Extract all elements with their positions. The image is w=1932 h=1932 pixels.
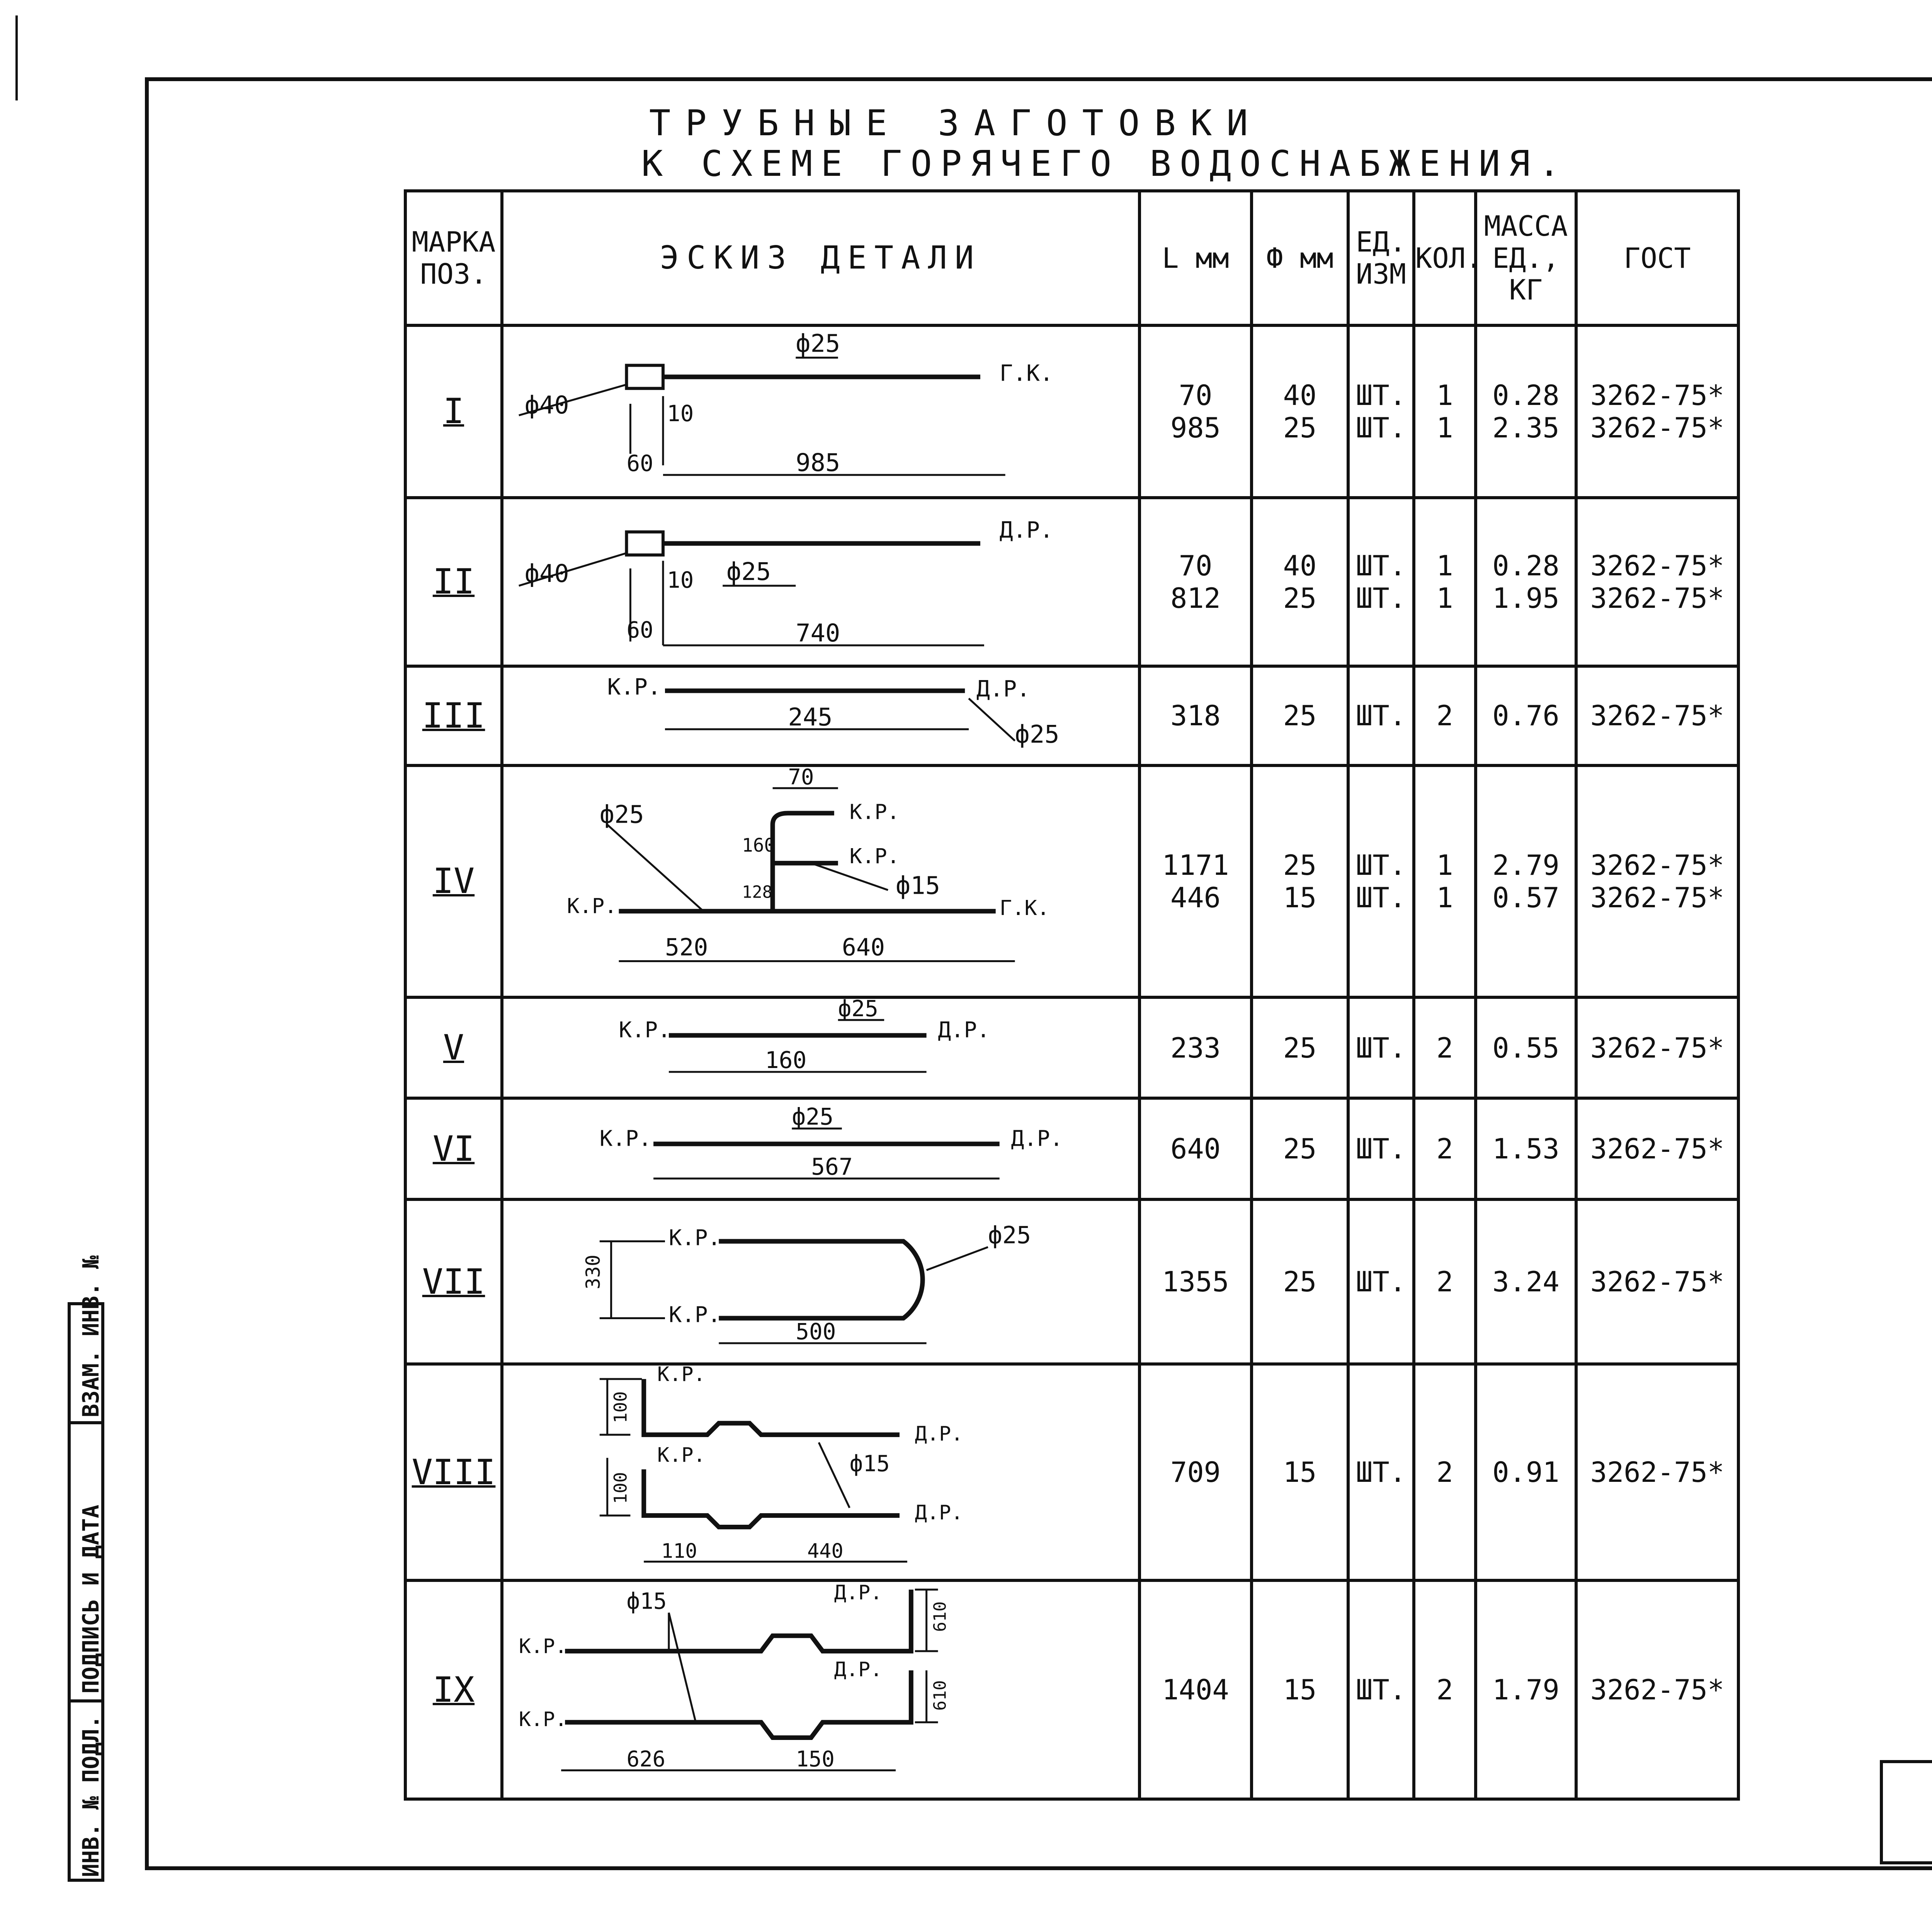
sketch_labels-s8-b: 100 [610,1472,631,1504]
side-stamp [68,1255,104,1882]
sketch_labels-kr: К.Р. [607,673,661,700]
position-mark: I [443,391,464,432]
sketch_labels-d25: ф25 [838,998,879,1022]
sketch_labels-dr: Д.Р. [834,1658,883,1682]
mass-1: 0.28 [1492,379,1560,412]
sketch_labels-dr: Д.Р. [999,517,1053,543]
sketch_labels-s8-a: 100 [610,1391,631,1423]
sketch_labels-s9-a: 610 [930,1601,950,1632]
header-gost: ГОСТ [1576,191,1738,325]
rows-3-qty-0: 1 [1436,849,1453,881]
rows-3-unit-0: ШТ. [1355,849,1406,881]
rows-7-mass-0: 0.91 [1492,1456,1560,1489]
sketch_labels-s9-d: 150 [796,1747,835,1772]
rows-5-d-0: 25 [1283,1133,1317,1165]
rows-7-L-0: 709 [1170,1456,1221,1489]
position-mark: V [443,1027,464,1068]
rows-8-mass-0: 1.79 [1492,1673,1560,1706]
header-mark: МАРКА ПОЗ. [405,191,502,325]
length-1: 70 [1179,379,1213,412]
sketch-V-drawing [503,999,1138,1097]
rows-1-d-1: 25 [1283,582,1317,614]
sketch_labels-dr: Д.Р. [834,1582,883,1605]
unit-2: ШТ. [1355,411,1406,444]
label-d25: ф25 [796,329,840,358]
sketch_labels-s9-c: 626 [626,1747,666,1772]
sketch_labels-dr: Д.Р. [938,1017,990,1043]
rows-1-mass-1: 1.95 [1492,582,1560,614]
rows-7-qty-0: 2 [1436,1456,1453,1489]
rows-6-mass-0: 3.24 [1492,1265,1560,1298]
table-row [405,1364,1738,1580]
table-header-row [405,191,1738,325]
sketch_labels-d25: ф25 [792,1104,834,1131]
rows-3-d-0: 25 [1283,849,1317,881]
header-length: L мм [1139,191,1252,325]
qty-1: 1 [1436,379,1453,412]
sketch_labels-s4-a: 70 [788,767,814,790]
label-gk: Г.К. [999,360,1053,386]
sketch_labels-kr: К.Р. [519,1708,567,1731]
rows-1-unit-0: ШТ. [1355,549,1406,582]
mass-2: 2.35 [1492,411,1560,444]
gost-2: 3262-75* [1590,411,1725,444]
sketch_labels-s8-d: 440 [807,1539,844,1563]
rows-4-L-0: 233 [1170,1031,1221,1064]
header-qty: КОЛ. [1414,191,1476,325]
rows-3-L-0: 1171 [1162,849,1229,881]
sketch-IX [502,1580,1139,1799]
sketch-II-drawing [503,499,1138,665]
sketch_labels-kr: К.Р. [619,1017,671,1043]
rows-6-L-0: 1355 [1162,1265,1229,1298]
rows-3-unit-1: ШТ. [1355,881,1406,914]
sketch_labels-d15: ф15 [626,1588,667,1615]
rows-2-unit-0: ШТ. [1355,699,1406,732]
sketch_labels-kr: К.Р. [657,1366,706,1386]
side-label-signature-date: ПОДПИСЬ И ДАТА [78,1505,104,1694]
rows-7-d-0: 15 [1283,1456,1317,1489]
diameter-1: 40 [1283,379,1317,412]
sketch-VII [502,1199,1139,1364]
sketch_labels-s5-a: 160 [765,1047,807,1074]
diameter-2: 25 [1283,411,1317,444]
rows-3-L-1: 446 [1170,881,1221,914]
label-d40: ф40 [524,391,569,420]
rows-5-mass-0: 1.53 [1492,1133,1560,1165]
sketch_labels-dr: Д.Р. [1011,1126,1063,1151]
table-row [405,666,1738,765]
rows-1-L-1: 812 [1170,582,1221,614]
sketch_labels-kr: К.Р. [519,1635,567,1658]
rows-4-unit-0: ШТ. [1355,1031,1406,1064]
sketch-V [502,997,1139,1099]
sketch_labels-d25: ф25 [1015,720,1060,749]
sketch-I-drawing [503,327,1138,496]
position-mark: VII [422,1261,485,1302]
rows-3-qty-1: 1 [1436,881,1453,914]
table-row [405,1199,1738,1364]
sketch_labels-s2-c: 740 [796,619,840,648]
dim-60: 60 [626,450,653,477]
coupling-shape [626,366,663,389]
table-row [405,1580,1738,1799]
sketch-VII-drawing [503,1201,1138,1362]
qty-2: 1 [1436,411,1453,444]
header-unit: ЕД. ИЗМ [1348,191,1414,325]
gost-1: 3262-75* [1590,379,1725,412]
header-mass: МАССА ЕД., КГ [1476,191,1576,325]
sketch_labels-s4-c: 128 [742,882,773,902]
sketch-II [502,498,1139,666]
rows-2-gost-0: 3262-75* [1590,699,1725,732]
rows-2-L-0: 318 [1170,699,1221,732]
sketch_labels-d25: ф25 [726,557,771,586]
rows-2-d-0: 25 [1283,699,1317,732]
sketch-IV [502,765,1139,997]
rows-6-qty-0: 2 [1436,1265,1453,1298]
sketch_labels-dr: Д.Р. [915,1422,963,1446]
rows-5-gost-0: 3262-75* [1590,1133,1725,1165]
rows-7-unit-0: ШТ. [1355,1456,1406,1489]
rows-1-qty-0: 1 [1436,549,1453,582]
rows-2-mass-0: 0.76 [1492,699,1560,732]
position-mark: IV [432,861,475,902]
rows-1-gost-0: 3262-75* [1590,549,1725,582]
sketch_labels-kr: К.Р. [849,844,900,868]
header-diameter: Ф мм [1252,191,1348,325]
sketch_labels-d15: ф15 [849,1450,890,1477]
rows-1-mass-0: 0.28 [1492,549,1560,582]
sketch_labels-d25: ф25 [988,1221,1031,1249]
rows-4-mass-0: 0.55 [1492,1031,1560,1064]
table-row [405,1098,1738,1199]
sketch-VIII [502,1364,1139,1580]
position-mark: III [422,695,485,736]
position-mark: II [432,561,475,602]
rows-8-gost-0: 3262-75* [1590,1673,1725,1706]
sketch_labels-dr: Д.Р. [976,675,1031,702]
title-line-2: К СХЕМЕ ГОРЯЧЕГО ВОДОСНАБЖЕНИЯ. [641,143,1569,184]
sketch_labels-s4-e: 640 [842,933,885,961]
sketch-VIII-drawing [503,1366,1138,1579]
sketch_labels-gk: Г.К. [999,895,1050,920]
sketch-VI [502,1098,1139,1199]
side-label-original-inv: ИНВ. № ПОДЛ. [78,1715,104,1877]
sketch_labels-s3-a: 245 [788,703,833,732]
rows-1-qty-1: 1 [1436,582,1453,614]
rows-1-unit-1: ШТ. [1355,582,1406,614]
rows-5-L-0: 640 [1170,1133,1221,1165]
rows-4-qty-0: 2 [1436,1031,1453,1064]
sketch_labels-kr: К.Р. [657,1443,706,1467]
rows-4-d-0: 25 [1283,1031,1317,1064]
rows-2-qty-0: 2 [1436,699,1453,732]
unit-1: ШТ. [1355,379,1406,412]
rows-3-gost-1: 3262-75* [1590,881,1725,914]
table-row [405,498,1738,666]
header-sketch: ЭСКИЗ ДЕТАЛИ [502,191,1139,325]
sketch_labels-s4-b: 160 [742,835,776,856]
sketch-VI-drawing [503,1100,1138,1198]
sketch_labels-s8-c: 110 [661,1539,697,1563]
sketch_labels-s2-b: 60 [626,617,653,643]
sketch_labels-kr: К.Р. [567,893,617,918]
sketch-IX-drawing [503,1582,1138,1797]
sketch-I [502,325,1139,498]
rows-6-unit-0: ШТ. [1355,1265,1406,1298]
position-mark: IX [432,1669,475,1710]
sketch_labels-s2-a: 10 [667,566,694,593]
sketch-III-drawing [503,668,1138,764]
sketch_labels-s9-b: 610 [930,1680,950,1711]
rows-5-unit-0: ШТ. [1355,1133,1406,1165]
sketch-III [502,666,1139,765]
position-mark: VI [432,1128,475,1169]
sketch_labels-kr: К.Р. [599,1126,651,1151]
rows-1-L-0: 70 [1179,549,1213,582]
rows-4-gost-0: 3262-75* [1590,1031,1725,1064]
title-block [1880,1760,1932,1864]
sketch_labels-s7-b: 500 [796,1318,836,1345]
length-2: 985 [1170,411,1221,444]
dim-10: 10 [667,400,694,427]
sketch-IV-drawing [503,767,1138,996]
rows-3-d-1: 15 [1283,881,1317,914]
position-mark: VIII [412,1452,496,1493]
rows-8-d-0: 15 [1283,1673,1317,1706]
rows-6-d-0: 25 [1283,1265,1317,1298]
rows-7-gost-0: 3262-75* [1590,1456,1725,1489]
rows-3-mass-1: 0.57 [1492,881,1560,914]
sketch_labels-kr: К.Р. [668,1225,721,1251]
side-label-replaced-inv: ВЗАМ. ИНВ. № [78,1255,104,1417]
sketch_labels-d25: ф25 [599,800,644,829]
rows-8-L-0: 1404 [1162,1673,1229,1706]
sketch_labels-dr: Д.Р. [915,1501,963,1525]
rows-1-gost-1: 3262-75* [1590,582,1725,614]
table-row [405,325,1738,498]
rows-5-qty-0: 2 [1436,1133,1453,1165]
sketch_labels-s6-a: 567 [811,1154,853,1181]
rows-6-gost-0: 3262-75* [1590,1265,1725,1298]
sketch_labels-s4-d: 520 [665,933,708,961]
sketch_labels-kr: К.Р. [849,799,900,824]
sketch_labels-d40: ф40 [524,559,569,588]
rows-8-unit-0: ШТ. [1355,1673,1406,1706]
table-row [405,765,1738,997]
sketch_labels-s7-a: 330 [582,1255,604,1290]
rows-8-qty-0: 2 [1436,1673,1453,1706]
left-margin-line [15,15,18,100]
sketch_labels-kr: К.Р. [668,1302,721,1328]
table-row [405,997,1738,1099]
sketch_labels-d15: ф15 [896,871,940,900]
pipe-blanks-table [404,189,1740,1801]
dim-985: 985 [796,449,840,478]
rows-3-mass-0: 2.79 [1492,849,1560,881]
rows-3-gost-0: 3262-75* [1590,849,1725,881]
title-line-1: ТРУБНЫЕ ЗАГОТОВКИ [649,102,1263,144]
rows-1-d-0: 40 [1283,549,1317,582]
